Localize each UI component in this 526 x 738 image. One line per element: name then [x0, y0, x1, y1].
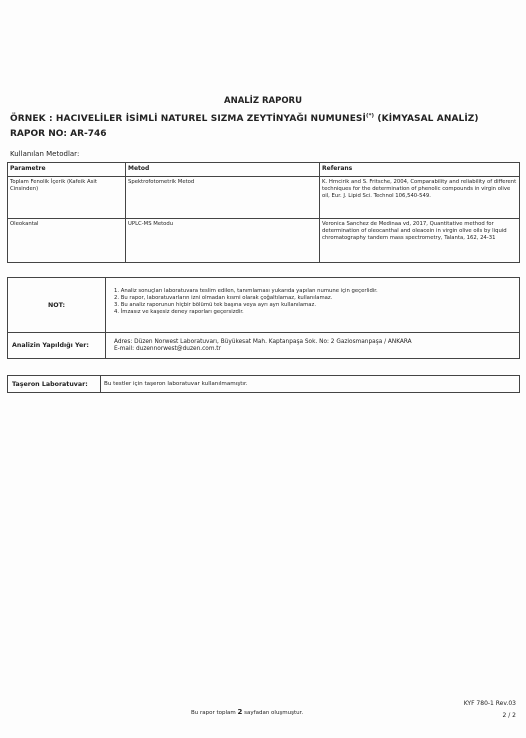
methods-header-row	[8, 163, 520, 177]
methods-label: Kullanılan Metodlar:	[10, 150, 80, 158]
lab-row	[8, 333, 520, 359]
header-referans: Referans	[320, 163, 520, 177]
form-code: KYF 780-1 Rev.03	[463, 700, 516, 707]
page-number: 2 / 2	[502, 712, 516, 719]
note-item: 2. Bu rapor, laboratuvarların izni olmadan kısmi olarak çoğaltılamaz, kullanılamaz.	[114, 295, 333, 301]
report-title: ANALİZ RAPORU	[224, 96, 302, 106]
page-count-prefix: Bu rapor toplam	[191, 710, 238, 716]
notes-list	[106, 278, 520, 333]
heading-footnote-mark: (*)	[365, 113, 375, 119]
table-row	[8, 219, 520, 263]
note-item: 3. Bu analiz raporunun hiçbir bölümü tek başına veya ayrı ayrı kullanılamaz.	[114, 302, 317, 308]
page-count-suffix: sayfadan oluşmuştur.	[242, 710, 304, 716]
header-parametre: Parametre	[8, 163, 126, 177]
sample-heading-text: ÖRNEK : HACIVELİLER İSİMLİ NATUREL SIZMA ZEYTİNYAĞI NUMUNESİ	[10, 114, 366, 124]
notes-label: NOT:	[8, 278, 106, 333]
lab-address: Adres: Düzen Norwest Laboratuvarı, Büyükesat Mah. Kaptanpaşa Sok. No: 2 Gaziosmanpaşa / ANKARA	[114, 338, 412, 345]
notes-row	[8, 278, 520, 333]
lab-email: E-mail: duzennorwest@duzen.com.tr	[114, 345, 221, 352]
subcontractor-row	[8, 376, 520, 393]
subcontractor-label: Taşeron Laboratuvar:	[8, 376, 101, 393]
row-referans: K. Hrncirik and S. Fritsche, 2004, Comparability and reliability of different techniques for the determination of phenolic compounds in virgin olive oil, Eur. J. Lipid Sci. Technol 106,540-549.	[320, 177, 520, 219]
row-parametre: Toplam Fenolik İçerik (Kafeik Asit Cinsinden)	[8, 177, 126, 219]
table-row	[8, 177, 520, 219]
lab-label: Analizin Yapıldığı Yer:	[8, 333, 106, 359]
row-metod: UPLC-MS Metodu	[126, 219, 320, 263]
sample-heading-suffix: (KİMYASAL ANALİZ)	[374, 114, 479, 124]
row-metod: Spektrofotometrik Metod	[126, 177, 320, 219]
report-number: RAPOR NO: AR-746	[10, 129, 107, 139]
note-item: 1. Analiz sonuçları laboratuvara teslim edilen, tanımlaması yukarıda yapılan numune için geçerlidir.	[114, 288, 378, 294]
row-referans: Veronica Sanchez de Medinaa vd, 2017, Quantitative method for determination of oleocanthal and oleacein in virgin olive oils by liquid chromatography tandem mass spectrometry, Talanta, 162, 24-31	[320, 219, 520, 263]
subcontractor-table	[7, 375, 520, 393]
header-metod: Metod	[126, 163, 320, 177]
page-count-note	[191, 708, 303, 716]
subcontractor-text: Bu testler için taşeron laboratuvar kullanılmamıştır.	[101, 376, 520, 393]
sample-heading	[10, 113, 479, 124]
methods-table	[7, 162, 520, 263]
lab-info	[106, 333, 520, 359]
page-count-number: 2	[237, 708, 243, 716]
row-parametre: Oleokantal	[8, 219, 126, 263]
notes-table	[7, 277, 520, 359]
note-item: 4. İmzasız ve kaşesiz deney raporları geçersizdir.	[114, 309, 244, 315]
